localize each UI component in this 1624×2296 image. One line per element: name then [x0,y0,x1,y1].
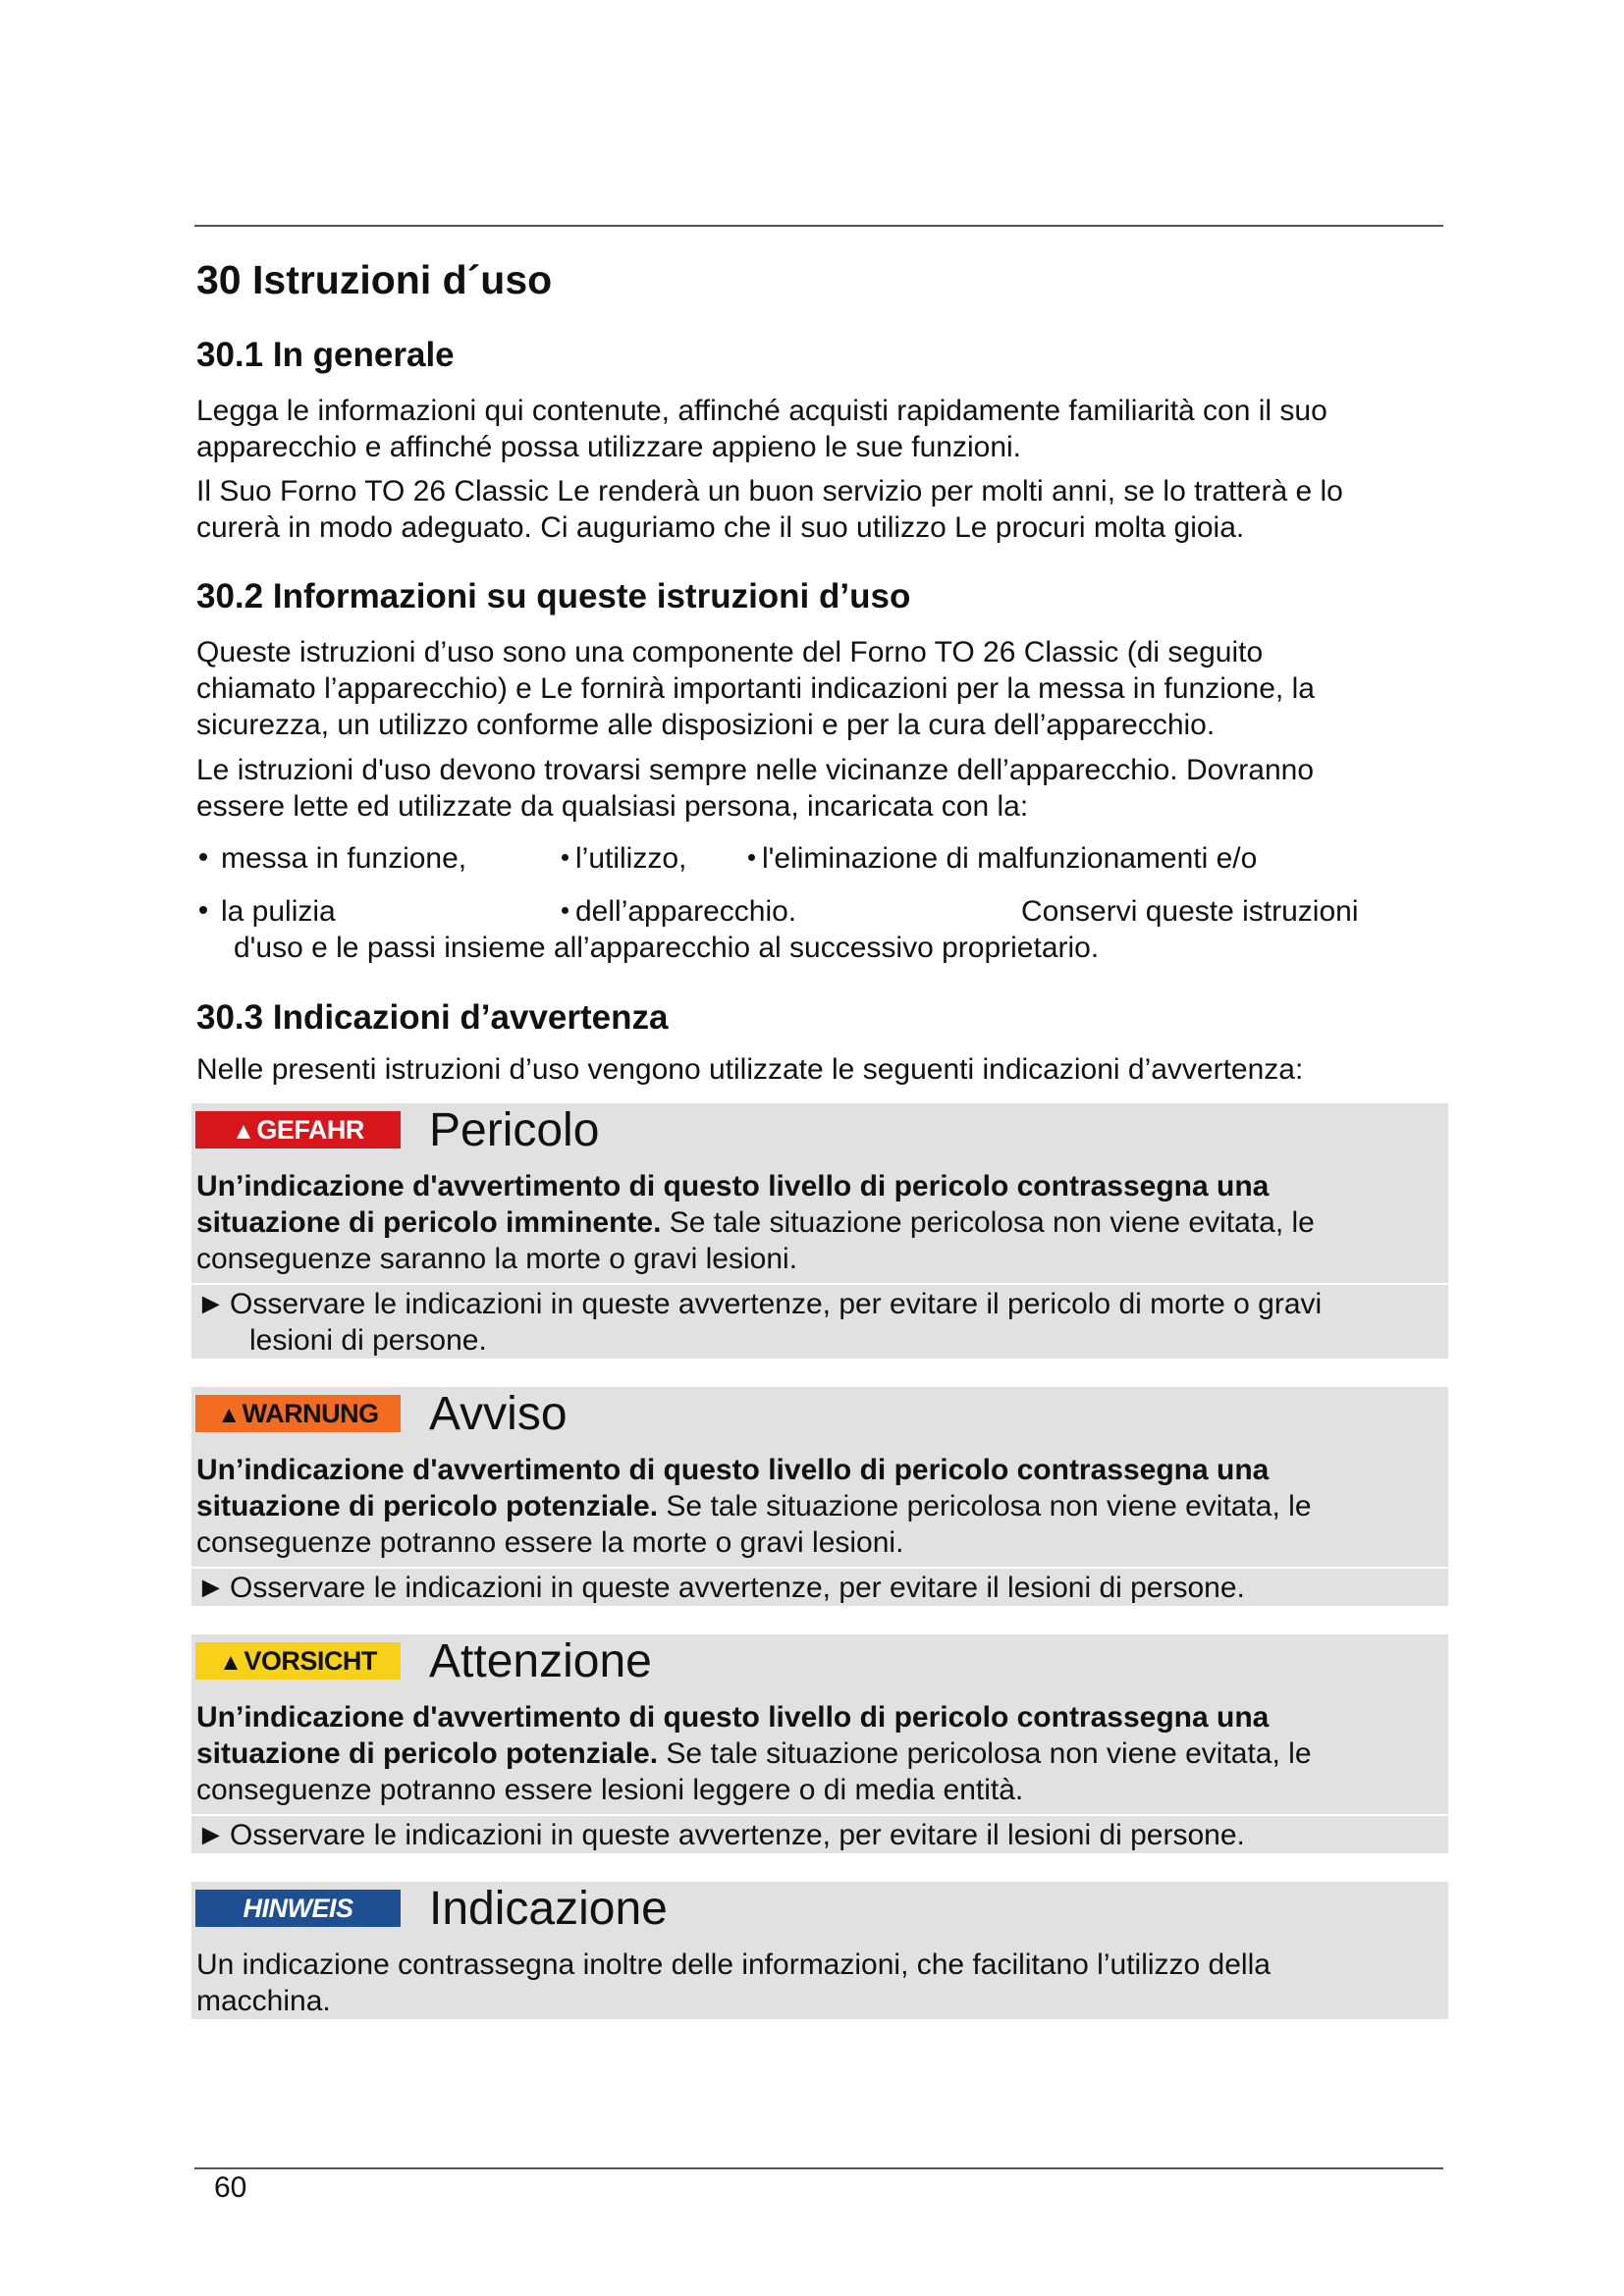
header-rule [194,225,1443,227]
text-line: apparecchio e affinché possa utilizzare appieno le sue funzioni. [196,431,1021,463]
text-line: Un’indicazione d'avvertimento di questo livello di pericolo contrassegna una [196,1170,1270,1202]
warning-description [196,1947,1434,2019]
bullet-icon [199,853,207,861]
text-line: Le istruzioni d'uso devono trovarsi sempre nelle vicinanze dell’apparecchio. Dovranno [196,754,1315,786]
text-line: Queste istruzioni d’uso sono una componente del Forno TO 26 Classic (di seguito [196,636,1264,668]
warning-header [191,1882,1448,1933]
arrow-right-icon: ► [196,1288,226,1320]
text-line: Un’indicazione d'avvertimento di questo livello di pericolo contrassegna una [196,1454,1270,1486]
text-line: conseguenze potranno essere lesioni leggere o di media entità. [196,1774,1024,1806]
text-line: essere lette ed utilizzate da qualsiasi persona, incaricata con la: [196,790,1029,823]
warning-box-notice [191,1882,1448,2019]
arrow-right-icon: ► [196,1819,226,1851]
warning-triangle-icon: ▲ [232,1118,255,1145]
warnings-intro: Nelle presenti istruzioni d’uso vengono utilizzate le seguenti indicazioni d’avvertenza: [196,1053,1304,1086]
warning-box-warning [191,1387,1448,1606]
warning-header [191,1103,1448,1154]
warning-action: ► Osservare le indicazioni in queste avvertenze, per evitare il pericolo di morte o gravi lesioni di persone. [196,1288,1323,1357]
warning-description [196,1168,1434,1277]
text-line: situazione di pericolo imminente. Se tale situazione pericolosa non viene evitata, le [196,1206,1315,1239]
text-line: chiamato l’apparecchio) e Le fornirà importanti indicazioni per la messa in funzione, la [196,672,1315,705]
text-line: situazione di pericolo potenziale. Se tale situazione pericolosa non viene evitata, le [196,1490,1312,1522]
signal-label-vorsicht: ▲VORSICHT [195,1642,401,1680]
bullet-icon [562,854,568,861]
warning-action: ► Osservare le indicazioni in queste avvertenze, per evitare il lesioni di persone. [196,1819,1245,1851]
bullet-item: dell’apparecchio. [562,893,796,930]
warning-triangle-icon: ▲ [219,1649,243,1676]
arrow-right-icon: ► [196,1572,226,1604]
bullet-icon [562,907,568,914]
signal-label-hinweis: HINWEIS [195,1890,401,1927]
text-line: curerà in modo adeguato. Ci auguriamo che il suo utilizzo Le procuri molta gioia. [196,511,1245,544]
warning-box-caution [191,1634,1448,1853]
page-number: 60 [214,2171,247,2204]
warning-title: Pericolo [429,1104,600,1156]
warning-header [191,1634,1448,1685]
keep-instructions-text: Conservi queste istruzioni [1021,895,1359,928]
section-heading-general: 30.1 In generale [196,336,455,374]
footer-rule [194,2167,1443,2169]
keep-instructions-text-cont: d'uso e le passi insieme all’apparecchio al successivo proprietario. [234,932,1100,964]
general-paragraph-2 [196,473,1434,546]
section-heading-about-instructions: 30.2 Informazioni su queste istruzioni d’uso [196,577,911,615]
divider [191,1567,1448,1569]
signal-label-warnung: ▲WARNUNG [195,1395,401,1432]
text-line: sicurezza, un utilizzo conforme alle disposizioni e per la cura dell’apparecchio. [196,709,1216,741]
warning-description [196,1452,1434,1561]
warning-triangle-icon: ▲ [217,1402,241,1428]
general-paragraph-1 [196,393,1434,465]
warning-title: Indicazione [429,1883,668,1935]
text-line: Un’indicazione d'avvertimento di questo livello di pericolo contrassegna una [196,1701,1270,1734]
bullet-icon [199,906,207,914]
bullet-item: messa in funzione, [199,840,466,877]
bullet-item: l’utilizzo, [562,840,686,877]
divider [191,1283,1448,1285]
bullet-icon [748,854,755,861]
text-line: Un indicazione contrassegna inoltre delle informazioni, che facilitano l’utilizzo della [196,1949,1271,1981]
text-line: macchina. [196,1985,331,2017]
text-line: situazione di pericolo potenziale. Se tale situazione pericolosa non viene evitata, le [196,1737,1312,1770]
text-line: conseguenze saranno la morte o gravi lesioni. [196,1243,798,1275]
signal-label-gefahr: ▲GEFAHR [195,1111,401,1148]
warning-title: Attenzione [429,1635,652,1687]
bullet-item: l'eliminazione di malfunzionamenti e/o [748,840,1257,877]
warning-description [196,1699,1434,1808]
chapter-title: 30 Istruzioni d´uso [196,257,553,302]
text-line: Il Suo Forno TO 26 Classic Le renderà un buon servizio per molti anni, se lo tratterà e lo [196,475,1343,507]
warning-title: Avviso [429,1388,568,1440]
warning-action: ► Osservare le indicazioni in queste avvertenze, per evitare il lesioni di persone. [196,1572,1245,1604]
warning-box-danger [191,1103,1448,1359]
divider [191,1814,1448,1816]
warning-header [191,1387,1448,1438]
text-line: Legga le informazioni qui contenute, affinché acquisti rapidamente familiarità con il suo [196,395,1327,427]
text-line: conseguenze potranno essere la morte o gravi lesioni. [196,1526,904,1559]
about-paragraph-1 [196,634,1434,743]
about-paragraph-2 [196,752,1434,825]
bullet-item: la pulizia [199,893,336,930]
section-heading-warnings: 30.3 Indicazioni d’avvertenza [196,998,669,1037]
